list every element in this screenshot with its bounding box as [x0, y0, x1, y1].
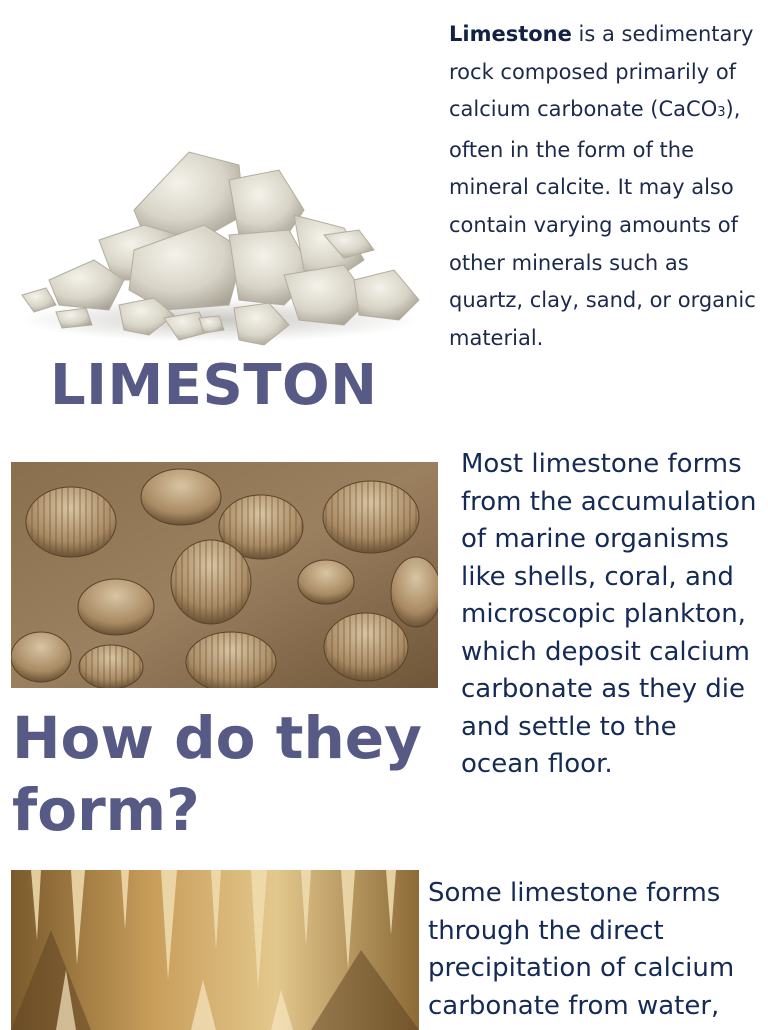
cave-formations-image [11, 870, 419, 1030]
section-heading-how-they-form: How do they form? [12, 704, 422, 844]
formula-subscript: 3 [717, 105, 726, 121]
intro-term: Limestone [449, 22, 572, 46]
limestone-rocks-image [14, 140, 424, 355]
shell-fossils-image [11, 462, 438, 688]
intro-paragraph [449, 16, 761, 357]
intro-text-part-1: is a sedimentary rock composed primarily of calcium carbonate (CaCO [449, 22, 754, 122]
formation-paragraph: Most limestone forms from the accumulation of marine organisms like shells, coral, and microscopic plankton, which deposit calcium carbonate as they die and settle to the ocean floor. [461, 449, 757, 779]
intro-text-part-2: ), often in the form of the mineral calcite. It may also contain varying amounts of other minerals such as quartz, clay, sand, or organic material. [449, 97, 756, 350]
page-title: LIMESTON [50, 353, 378, 418]
precipitation-paragraph: Some limestone forms through the direct precipitation of calcium carbonate from water, [428, 878, 735, 1021]
